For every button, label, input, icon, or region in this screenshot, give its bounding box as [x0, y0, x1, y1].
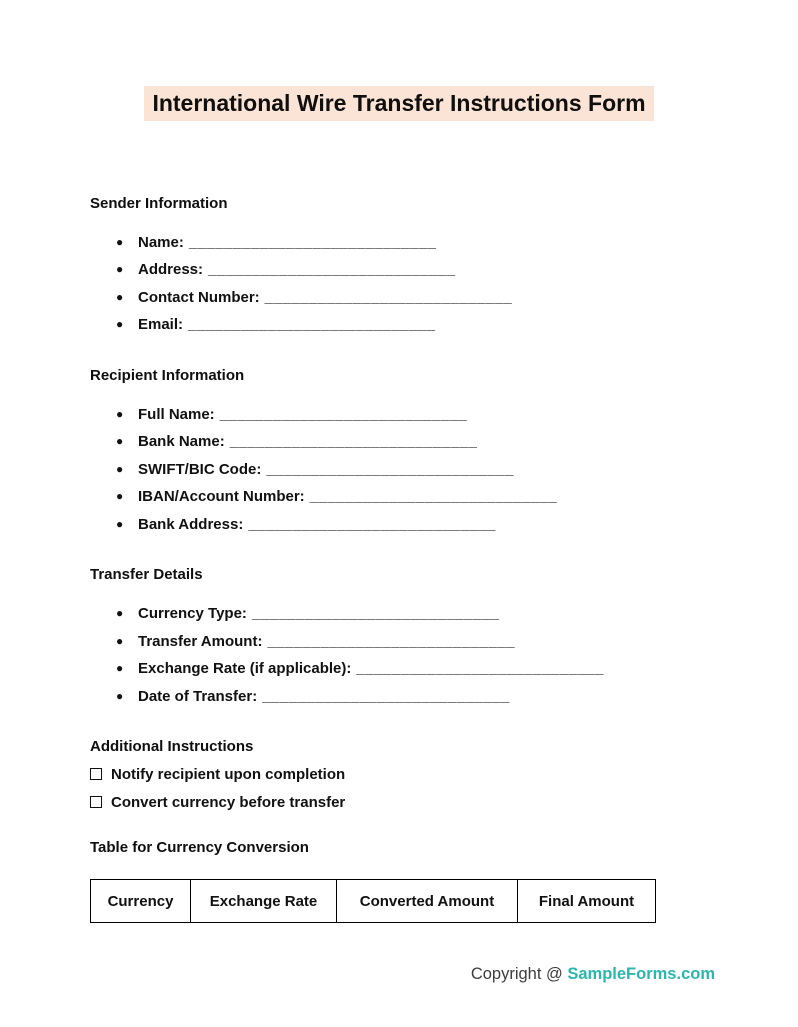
field-label: Contact Number: [138, 288, 260, 306]
field-label: Address: [138, 261, 204, 279]
field-line-exchange-rate [90, 655, 708, 683]
field-label: Transfer Amount: [138, 632, 263, 650]
currency-conversion-table [90, 879, 656, 923]
page-title: International Wire Transfer Instructions Form [144, 86, 653, 121]
field-line-contact-number [90, 284, 708, 312]
checkbox-icon[interactable] [90, 796, 102, 808]
field-blank-line: ____________________________ [262, 687, 510, 705]
field-line-date-of-transfer [90, 683, 708, 711]
heading-sender-information: Sender Information [90, 194, 228, 212]
field-line-full-name [90, 401, 708, 429]
field-label: Bank Name: [138, 433, 225, 451]
field-label: Exchange Rate (if applicable): [138, 660, 352, 678]
field-blank-line: ____________________________ [248, 515, 496, 533]
checkbox-row-notify [90, 755, 708, 783]
field-label: Date of Transfer: [138, 687, 258, 705]
field-blank-line: ____________________________ [356, 660, 604, 678]
transfer-field-list [90, 600, 708, 710]
field-label: Bank Address: [138, 515, 244, 533]
sender-field-list [90, 229, 708, 339]
field-line-swift-bic-code [90, 456, 708, 484]
field-line-currency-type [90, 600, 708, 628]
field-blank-line: ____________________________ [188, 233, 437, 251]
field-label: SWIFT/BIC Code: [138, 460, 262, 478]
field-label: Currency Type: [138, 605, 247, 623]
document-content [0, 195, 798, 924]
field-blank-line: ____________________________ [188, 316, 436, 334]
checkbox-label: Convert currency before transfer [111, 794, 346, 812]
checkbox-icon[interactable] [90, 768, 102, 780]
field-line-transfer-amount [90, 628, 708, 656]
table-col-exchange-rate: Exchange Rate [191, 880, 337, 923]
recipient-field-list [90, 401, 708, 539]
field-line-bank-name [90, 428, 708, 456]
field-line-bank-address [90, 511, 708, 539]
field-blank-line: ____________________________ [219, 405, 468, 423]
table-header-row [91, 880, 656, 923]
sampleforms-link[interactable]: SampleForms.com [567, 965, 715, 983]
field-blank-line: ____________________________ [266, 460, 514, 478]
field-blank-line: ____________________________ [229, 433, 478, 451]
heading-transfer-details: Transfer Details [90, 566, 203, 584]
field-blank-line: ____________________________ [251, 605, 500, 623]
field-blank-line: ____________________________ [309, 488, 558, 506]
field-blank-line: ____________________________ [264, 288, 513, 306]
heading-recipient-information: Recipient Information [90, 366, 245, 384]
field-line-name [90, 229, 708, 257]
field-line-address [90, 256, 708, 284]
heading-additional-instructions: Additional Instructions [90, 738, 254, 756]
footer [471, 965, 715, 984]
field-blank-line: ____________________________ [208, 261, 456, 279]
table-col-converted-amount: Converted Amount [337, 880, 518, 923]
table-col-currency: Currency [91, 880, 191, 923]
heading-currency-conversion-table: Table for Currency Conversion [90, 839, 309, 857]
field-label: IBAN/Account Number: [138, 488, 305, 506]
table-col-final-amount: Final Amount [518, 880, 656, 923]
field-label: Full Name: [138, 405, 215, 423]
field-line-email [90, 311, 708, 339]
field-label: Email: [138, 316, 184, 334]
copyright-text: Copyright @ [470, 965, 568, 983]
title-wrapper [0, 0, 798, 121]
checkbox-label: Notify recipient upon completion [111, 766, 346, 784]
field-line-iban-account-number [90, 483, 708, 511]
field-blank-line: ____________________________ [267, 632, 516, 650]
checkbox-row-convert [90, 783, 708, 811]
field-label: Name: [138, 233, 184, 251]
